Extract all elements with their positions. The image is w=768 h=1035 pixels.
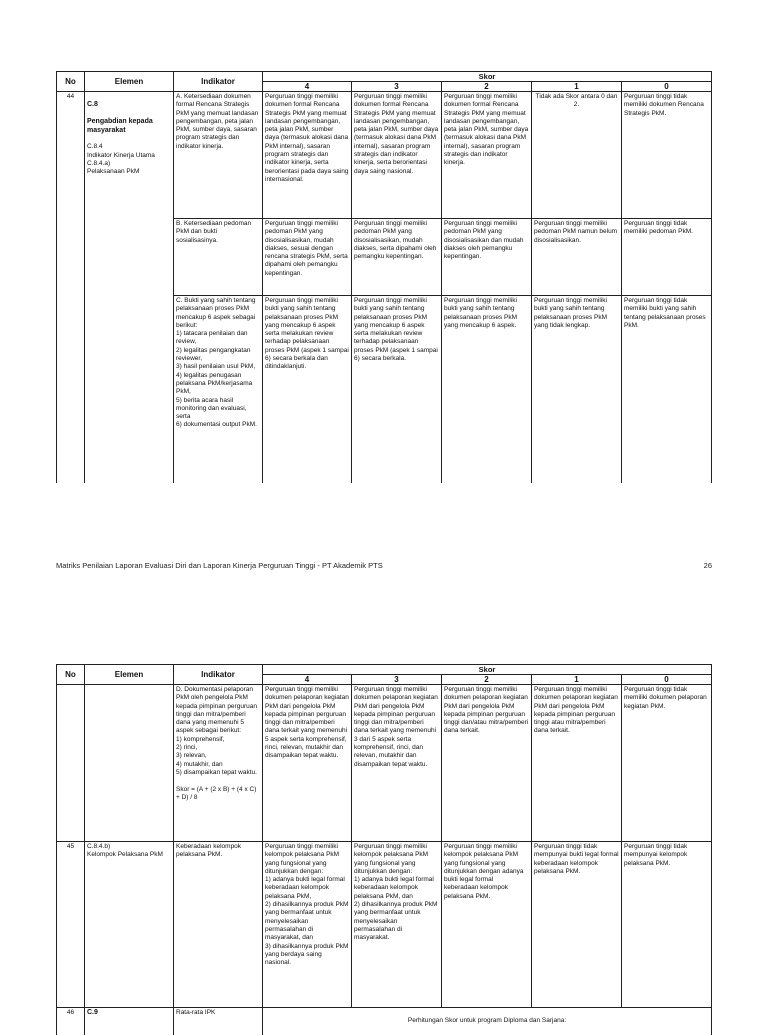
element-title: Pengabdian kepada masyarakat: [87, 118, 153, 134]
score-3-cell: Perguruan tinggi memiliki dokumen formal Rencana Strategis PkM yang memuat landasan pengembangan, peta jalan PkM, sumber daya (termasuk alokasi dana PkM internal), sasaran program strategis dan indikator kinerja, serta berorientasi daya saing nasional.: [352, 92, 442, 219]
indicator-cell: Rata-rata IPK: [174, 1008, 263, 1035]
element-subcode: C.8.4 Indikator Kinerja Utama C.8.4.a) Pelaksanaan PkM: [87, 143, 155, 176]
indicator-cell: A. Ketersediaan dokumen formal Rencana Strategis PkM yang memuat landasan pengembangan, peta jalan PkM, sumber daya, sasaran program strategis dan indikator kinerja.: [174, 92, 263, 219]
score-3-cell: Perguruan tinggi memiliki bukti yang sahih tentang pelaksanaan proses PkM yang mencakup 6 aspek serta melakukan review terhadap pelaksanaan proses PkM (aspek 1 sampai 6) secara berkala.: [352, 296, 442, 483]
score-4-cell: Perguruan tinggi memiliki kelompok pelaksana PkM yang fungsional yang ditunjukkan dengan: 1) adanya bukti legal formal keberadaan kelompok pelaksana PkM, 2) dihasilkannya produk PkM yang bermanfaat untuk menyelesaikan permasalahan di masyarakat, dan 3) dihasilkannya produk PkM yang berdaya saing nasional.: [263, 842, 352, 1008]
header-no: No: [57, 72, 85, 92]
scoring-table-page-26: [56, 71, 712, 483]
table-row: [57, 1008, 712, 1035]
score-2-cell: Perguruan tinggi memiliki kelompok pelaksana PkM yang fungsional yang ditunjukkan dengan adanya bukti legal formal keberadaan kelompok pelaksana PkM.: [442, 842, 532, 1008]
calculation-note-text: Perhitungan Skor untuk program Diploma dan Sarjana:: [407, 1017, 567, 1025]
header-skor-4: 4: [263, 675, 352, 685]
header-skor-2: 2: [442, 675, 532, 685]
indicator-cell: B. Ketersediaan pedoman PkM dan bukti sosialisasinya.: [174, 219, 263, 296]
score-4-cell: Perguruan tinggi memiliki pedoman PkM yang disosialisasikan, mudah diakses, sesuai dengan rencana strategis PkM, serta dipahami oleh pemangku kepentingan.: [263, 219, 352, 296]
header-skor-3: 3: [352, 82, 442, 92]
row-number: 45: [57, 842, 85, 1008]
header-skor: Skor: [263, 665, 712, 675]
element-cell: [85, 92, 174, 483]
table-row: [57, 92, 712, 219]
row-number: 44: [57, 92, 85, 483]
score-0-cell: Perguruan tinggi tidak memiliki pedoman PkM.: [622, 219, 712, 296]
score-0-cell: Perguruan tinggi tidak mempunyai kelompok pelaksana PkM.: [622, 842, 712, 1008]
header-skor-0: 0: [622, 675, 712, 685]
element-code: C.8: [87, 101, 98, 109]
indicator-cell: D. Dokumentasi pelaporan PkM oleh pengelola PkM kepada pimpinan perguruan tinggi dan mitra/pemberi dana yang memenuhi 5 aspek sebagai berikut: 1) komprehensif, 2) rinci, 3) relevan, 4) mutakhir, dan 5) disampaikan tepat waktu. Skor = (A + (2 x B) + (4 x C) + D) / 8: [174, 685, 263, 842]
score-0-cell: Perguruan tinggi tidak memiliki dokumen Rencana Strategis PkM.: [622, 92, 712, 219]
element-cell: [85, 685, 174, 842]
element-code: C.9: [85, 1008, 174, 1035]
score-4-cell: Perguruan tinggi memiliki bukti yang sahih tentang pelaksanaan proses PkM yang mencakup 6 aspek serta melakukan review terhadap pelaksanaan proses PkM (aspek 1 sampai 6) secara berkala dan ditindaklanjuti.: [263, 296, 352, 483]
row-number: [57, 685, 85, 842]
score-2-cell: Perguruan tinggi memiliki dokumen pelaporan kegiatan PkM dari pengelola PkM kepada pimpinan perguruan tinggi dan/atau mitra/pemberi dana terkait.: [442, 685, 532, 842]
scoring-table-page-27: [56, 664, 712, 1035]
header-no: No: [57, 665, 85, 685]
score-1-cell: Tidak ada Skor antara 0 dan 2.: [532, 92, 622, 219]
score-0-cell: Perguruan tinggi tidak memiliki dokumen pelaporan kegiatan PkM.: [622, 685, 712, 842]
header-skor-1: 1: [532, 82, 622, 92]
score-1-cell: Perguruan tinggi tidak mempunyai bukti legal formal keberadaan kelompok pelaksana PkM.: [532, 842, 622, 1008]
indicator-cell: Keberadaan kelompok pelaksana PkM.: [174, 842, 263, 1008]
header-elemen: Elemen: [85, 665, 174, 685]
header-elemen: Elemen: [85, 72, 174, 92]
header-skor-4: 4: [263, 82, 352, 92]
header-skor: Skor: [263, 72, 712, 82]
score-1-cell: Perguruan tinggi memiliki dokumen pelaporan kegiatan PkM dari pengelola PkM kepada pimpinan perguruan tinggi atau mitra/pemberi dana terkait.: [532, 685, 622, 842]
page-number: 26: [703, 561, 712, 570]
header-skor-3: 3: [352, 675, 442, 685]
page-footer: [56, 561, 712, 570]
header-skor-1: 1: [532, 675, 622, 685]
score-1-cell: Perguruan tinggi memiliki pedoman PkM namun belum disosialisasikan.: [532, 219, 622, 296]
score-3-cell: Perguruan tinggi memiliki dokumen pelaporan kegiatan PkM dari pengelola PkM kepada pimpinan perguruan tinggi dan mitra/pemberi dana terkait yang memenuhi 3 dari 5 aspek serta komprehensif, rinci, dan relevan, mutakhir dan disampaikan tepat waktu.: [352, 685, 442, 842]
header-indikator: Indikator: [174, 72, 263, 92]
header-skor-0: 0: [622, 82, 712, 92]
score-4-cell: Perguruan tinggi memiliki dokumen formal Rencana Strategis PkM yang memuat landasan pengembangan, peta jalan PkM, sumber daya (termasuk alokasi dana PkM internal), sasaran program strategis dan indikator kinerja, serta berorientasi pada daya saing internasional.: [263, 92, 352, 219]
element-cell: C.8.4.b) Kelompok Pelaksana PkM: [85, 842, 174, 1008]
table-row: [57, 685, 712, 842]
score-3-cell: Perguruan tinggi memiliki pedoman PkM yang disosialisasikan, mudah diakses, serta dipahami oleh pemangku kepentingan.: [352, 219, 442, 296]
score-4-cell: Perguruan tinggi memiliki dokumen pelaporan kegiatan PkM dari pengelola PkM kepada pimpinan perguruan tinggi dan mitra/pemberi dana terkait yang memenuhi 5 aspek serta komprehensif, rinci, relevan, mutakhir dan disampaikan tepat waktu.: [263, 685, 352, 842]
header-indikator: Indikator: [174, 665, 263, 685]
score-calculation-note: [263, 1008, 712, 1035]
score-3-cell: Perguruan tinggi memiliki kelompok pelaksana PkM yang fungsional yang ditunjukkan dengan: 1) adanya bukti legal formal keberadaan kelompok pelaksana PkM, dan 2) dihasilkannya produk PkM yang bermanfaat untuk menyelesaikan permasalahan di masyarakat.: [352, 842, 442, 1008]
footer-title: Matriks Penilaian Laporan Evaluasi Diri dan Laporan Kinerja Perguruan Tinggi - PT Akademik PTS: [56, 561, 383, 570]
score-0-cell: Perguruan tinggi tidak memiliki bukti yang sahih tentang pelaksanaan proses PkM.: [622, 296, 712, 483]
score-2-cell: Perguruan tinggi memiliki bukti yang sahih tentang pelaksanaan proses PkM yang mencakup 6 aspek.: [442, 296, 532, 483]
header-skor-2: 2: [442, 82, 532, 92]
indicator-cell: C. Bukti yang sahih tentang pelaksanaan proses PkM mencakup 6 aspek sebagai berikut: 1) tatacara penilaian dan review, 2) legalitas pengangkatan reviewer, 3) hasil penilaian usul PkM, 4) legalitas penugasan pelaksana PkM/kerjasama PkM, 5) berita acara hasil monitoring dan evaluasi, serta 6) dokumentasi output PkM.: [174, 296, 263, 483]
score-2-cell: Perguruan tinggi memiliki pedoman PkM yang disosialisasikan dan mudah diakses oleh pemangku kepentingan.: [442, 219, 532, 296]
table-row: [57, 842, 712, 1008]
score-1-cell: Perguruan tinggi memiliki bukti yang sahih tentang pelaksanaan proses PkM yang tidak lengkap.: [532, 296, 622, 483]
row-number: 46: [57, 1008, 85, 1035]
score-2-cell: Perguruan tinggi memiliki dokumen formal Rencana Strategis PkM yang memuat landasan pengembangan, peta jalan PkM, sumber daya (termasuk alokasi dana PkM internal), sasaran program strategis dan indikator kinerja.: [442, 92, 532, 219]
